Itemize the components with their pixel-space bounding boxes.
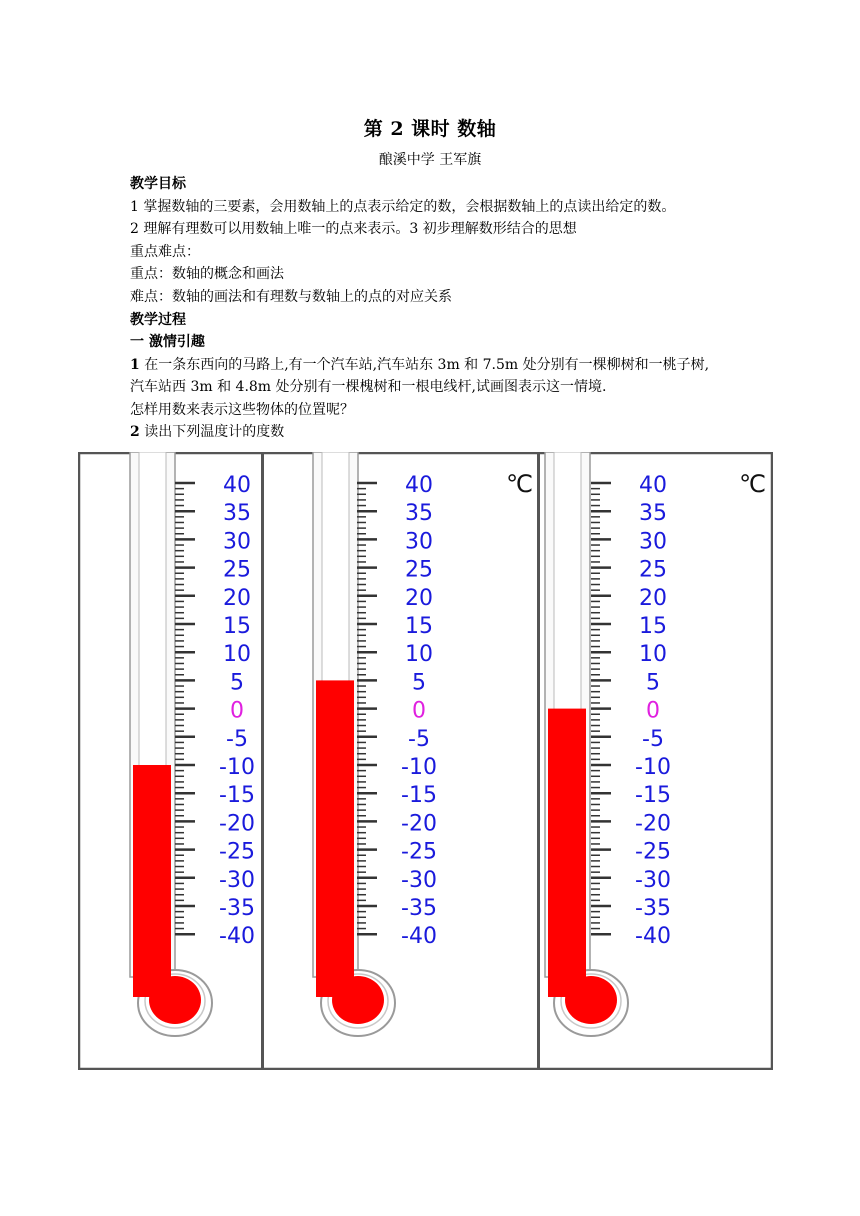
mercury-bulb xyxy=(332,976,384,1024)
scale-label: 20 xyxy=(223,585,251,611)
line-objective-1: 1 掌握数轴的三要素，会用数轴上的点表示给定的数，会根据数轴上的点读出给定的数。 xyxy=(130,199,676,215)
scale-label: 10 xyxy=(405,642,433,668)
mercury-column xyxy=(316,680,354,997)
scale-label: -5 xyxy=(642,726,664,752)
scale-label: 20 xyxy=(405,585,433,611)
author-line: 酿溪中学 王军旗 xyxy=(378,152,482,168)
scale-label: 0 xyxy=(646,698,660,724)
scale-label: -15 xyxy=(635,783,671,809)
unit-label: ℃ xyxy=(739,470,766,498)
line-question-prompt: 怎样用数来表示这些物体的位置呢？ xyxy=(130,402,354,418)
panel-divider xyxy=(537,453,540,1069)
scale-label: -40 xyxy=(219,924,255,950)
scale-label: 5 xyxy=(412,670,426,696)
scale-label: 0 xyxy=(412,698,426,724)
line-question-2: 2 读出下列温度计的度数 xyxy=(130,424,285,440)
scale-label: -25 xyxy=(219,839,255,865)
scale-label: 15 xyxy=(639,614,667,639)
scale-label: 35 xyxy=(639,501,667,527)
page-title: 第 2 课时 数轴 xyxy=(363,118,497,140)
scale-label: 40 xyxy=(405,473,433,498)
scale-label: -40 xyxy=(401,924,437,950)
scale-label: -25 xyxy=(401,839,437,865)
line-question-1a: 1 在一条东西向的马路上,有一个汽车站,汽车站东 3m 和 7.5m 处分别有一棵柳树和一桃子树, xyxy=(130,357,710,373)
scale-label: -30 xyxy=(635,867,671,893)
scale-label: -10 xyxy=(635,755,671,780)
mercury-bulb xyxy=(565,976,617,1024)
scale-label: -10 xyxy=(401,755,437,780)
scale-label: 5 xyxy=(230,670,244,696)
scale-label: 35 xyxy=(223,501,251,527)
scale-label: -5 xyxy=(408,726,430,752)
scale-label: 10 xyxy=(223,642,251,668)
line-question-1b: 汽车站西 3m 和 4.8m 处分别有一棵槐树和一根电线杆,试画图表示这一情境. xyxy=(130,379,607,395)
line-objective-2-3: 2 理解有理数可以用数轴上唯一的点来表示。3 初步理解数形结合的思想 xyxy=(130,221,577,237)
line-objectives-heading: 教学目标 xyxy=(130,176,186,192)
panel-divider xyxy=(261,453,264,1069)
scale-label: -10 xyxy=(219,755,255,780)
scale-label: 25 xyxy=(405,557,433,583)
scale-label: -30 xyxy=(401,867,437,893)
line-key-points-heading: 重点难点： xyxy=(130,244,200,260)
scale-label: -15 xyxy=(401,783,437,809)
scale-label: 5 xyxy=(646,670,660,696)
scale-label: 35 xyxy=(405,501,433,527)
line-section-one-heading: 一 激情引趣 xyxy=(130,334,205,350)
scale-label: -35 xyxy=(219,896,255,921)
mercury-column xyxy=(133,765,171,997)
scale-label: 25 xyxy=(223,557,251,583)
scale-label: 15 xyxy=(223,614,251,639)
scale-label: -20 xyxy=(635,811,671,837)
line-process-heading: 教学过程 xyxy=(130,312,186,328)
line-difficult-point: 难点：数轴的画法和有理数与数轴上的点的对应关系 xyxy=(130,289,452,305)
scale-label: -40 xyxy=(635,924,671,950)
scale-label: 30 xyxy=(223,529,251,555)
scale-label: -25 xyxy=(635,839,671,865)
scale-label: -5 xyxy=(226,726,248,752)
unit-label: ℃ xyxy=(506,470,533,498)
scale-label: 30 xyxy=(405,529,433,555)
scale-label: 30 xyxy=(639,529,667,555)
scale-label: -30 xyxy=(219,867,255,893)
mercury-column xyxy=(548,709,586,997)
line-key-point: 重点：数轴的概念和画法 xyxy=(130,266,284,282)
scale-label: -35 xyxy=(401,896,437,921)
scale-label: 15 xyxy=(405,614,433,639)
scale-label: -20 xyxy=(401,811,437,837)
mercury-bulb xyxy=(149,976,201,1024)
scale-label: 20 xyxy=(639,585,667,611)
scale-label: -15 xyxy=(219,783,255,809)
scale-label: -20 xyxy=(219,811,255,837)
scale-label: 25 xyxy=(639,557,667,583)
scale-label: 10 xyxy=(639,642,667,668)
scale-label: 0 xyxy=(230,698,244,724)
thermometer-figure xyxy=(78,452,773,1070)
scale-label: -35 xyxy=(635,896,671,921)
scale-label: 40 xyxy=(223,473,251,498)
scale-label: 40 xyxy=(639,473,667,498)
